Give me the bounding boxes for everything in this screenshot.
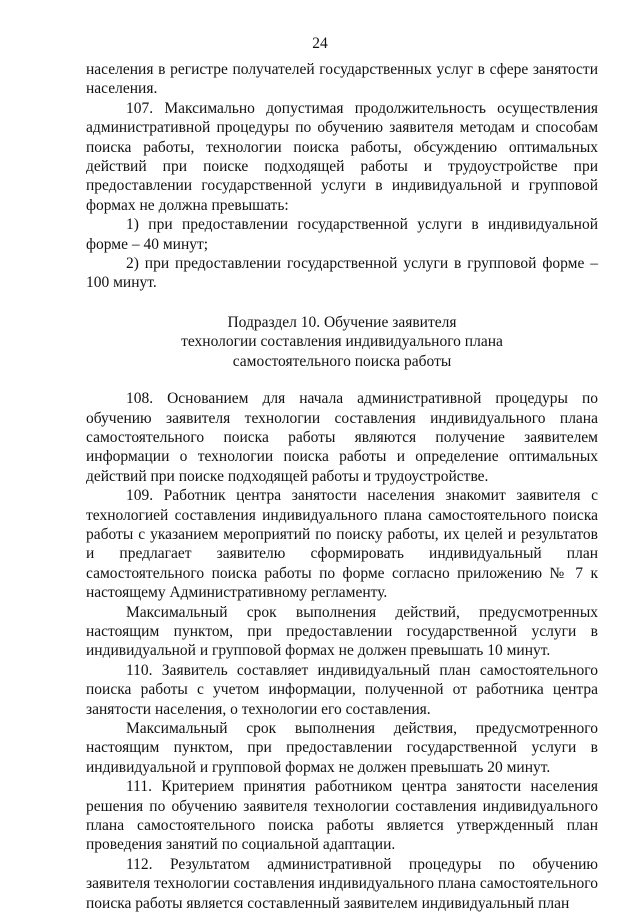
subsection-heading <box>86 313 598 371</box>
paragraph-109: 109. Работник центра занятости населения знакомит заявителя с технологией составления индивидуального плана самостоятельного поиска работы с указанием мероприятий по поиску работы, их целей и результатов и предлагает заявителю сформировать индивидуальный план самостоятельного поиска работы по форме согласно приложению № 7 к настоящему Административному регламенту. <box>86 487 598 602</box>
paragraph-109-time-limit: Максимальный срок выполнения действий, предусмотренных настоящим пунктом, при предоставлении государственной услуги в индивидуальной и групповой формах не должен превышать 10 минут. <box>86 603 598 660</box>
page-number: 24 <box>312 35 328 52</box>
paragraph-continuation: населения в регистре получателей государственных услуг в сфере занятости населения. <box>86 61 598 98</box>
heading-line-2: технологии составления индивидуального плана <box>181 333 503 351</box>
heading-line-1: Подраздел 10. Обучение заявителя <box>227 313 457 331</box>
list-item-1: 1) при предоставлении государственной услуги в индивидуальной форме – 40 минут; <box>86 216 598 253</box>
paragraph-108: 108. Основанием для начала административной процедуры по обучению заявителя технологии составления индивидуального плана самостоятельного поиска работы являются получение заявителем информации о технологии поиска работы и определение оптимальных действий при поиске подходящей работы и трудоустройстве. <box>86 390 598 485</box>
document-body <box>86 60 598 913</box>
paragraph-110: 110. Заявитель составляет индивидуальный план самостоятельного поиска работы с учетом информации, полученной от работника центра занятости населения, о технологии его составления. <box>86 661 598 718</box>
paragraph-112: 112. Результатом административной процедуры по обучению заявителя технологии составления индивидуального плана самостоятельного поиска работы является составленный заявителем индивидуальный план <box>86 855 598 912</box>
paragraph-111: 111. Критерием принятия работником центра занятости населения решения по обучению заявителя технологии составления индивидуального плана самостоятельного поиска работы является утвержденный план проведения занятий по социальной адаптации. <box>86 778 598 854</box>
paragraph-110-time-limit: Максимальный срок выполнения действия, предусмотренного настоящим пунктом, при предоставлении государственной услуги в индивидуальной и групповой формах не должен превышать 20 минут. <box>86 720 598 776</box>
heading-line-3: самостоятельного поиска работы <box>232 352 452 370</box>
paragraph-107: 107. Максимально допустимая продолжительность осуществления административной процедуры по обучению заявителя методам и способам поиска работы, технологии поиска работы, обсуждению оптимальных действий при поиске подходящей работы и трудоустройстве при предоставлении государственной услуги в индивидуальной и групповой формах не должна превышать: <box>86 99 598 214</box>
list-item-2: 2) при предоставлении государственной услуги в групповой форме – 100 минут. <box>86 255 598 292</box>
